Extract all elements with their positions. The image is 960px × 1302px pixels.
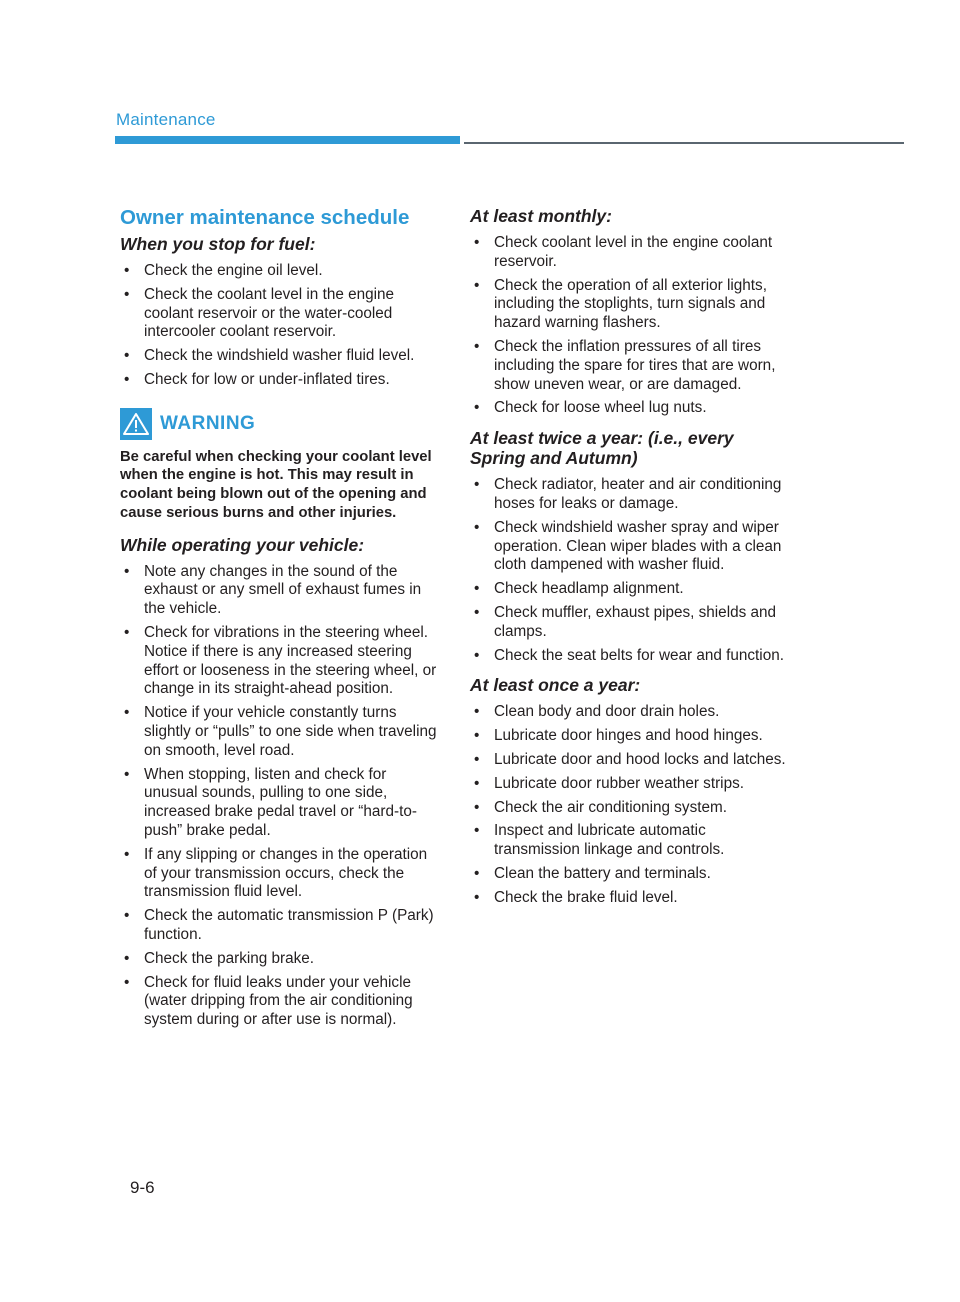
list-item: • Check the windshield washer fluid level. — [120, 347, 440, 366]
twice-heading-line1: At least twice a year: (i.e., every — [470, 428, 734, 449]
list-item: • Check the coolant level in the engine coolant reservoir or the water-cooled intercooler coolant reservoir. — [120, 286, 440, 342]
list-item: • Note any changes in the sound of the exhaust or any smell of exhaust fumes in the vehicle. — [120, 563, 440, 619]
list-item: • Check for fluid leaks under your vehicle (water dripping from the air conditioning system during or after use is normal). — [120, 974, 440, 1030]
list-item: • Lubricate door and hood locks and latches. — [470, 751, 792, 770]
header-title: Maintenance — [116, 110, 216, 129]
list-item: • Notice if your vehicle constantly turns slightly or “pulls” to one side when traveling on smooth, level road. — [120, 704, 440, 760]
list-item: • Check the parking brake. — [120, 950, 440, 969]
list-item: • Check the operation of all exterior lights, including the stoplights, turn signals and hazard warning flashers. — [470, 277, 792, 333]
list-item: • Clean body and door drain holes. — [470, 703, 792, 722]
twice-list — [470, 476, 792, 665]
page-number: 9-6 — [130, 1178, 155, 1197]
monthly-list — [470, 234, 792, 418]
list-item: • When stopping, listen and check for unusual sounds, pulling to one side, increased brake pedal travel or “hard-to-push” brake pedal. — [120, 766, 440, 841]
warning-label: WARNING — [160, 412, 256, 434]
header-rule — [464, 142, 904, 144]
yearly-heading: At least once a year: — [470, 675, 641, 696]
fuel-heading: When you stop for fuel: — [120, 234, 316, 254]
list-item: • Check the engine oil level. — [120, 262, 440, 281]
monthly-heading: At least monthly: — [470, 206, 612, 226]
list-item: • Clean the battery and terminals. — [470, 865, 792, 884]
list-item: • Check radiator, heater and air conditioning hoses for leaks or damage. — [470, 476, 792, 514]
operating-list — [120, 563, 440, 1030]
twice-heading — [470, 428, 792, 468]
warning-box — [120, 408, 440, 523]
list-item: • Lubricate door rubber weather strips. — [470, 775, 792, 794]
list-item: • If any slipping or changes in the operation of your transmission occurs, check the transmission fluid level. — [120, 846, 440, 902]
list-item: • Check for loose wheel lug nuts. — [470, 399, 792, 418]
list-item: • Check coolant level in the engine coolant reservoir. — [470, 234, 792, 272]
list-item: • Lubricate door hinges and hood hinges. — [470, 727, 792, 746]
list-item: • Check headlamp alignment. — [470, 580, 792, 599]
list-item: • Check for low or under-inflated tires. — [120, 371, 440, 390]
list-item: • Check the inflation pressures of all tires including the spare for tires that are worn, show uneven wear, or are damaged. — [470, 338, 792, 394]
section-title: Owner maintenance schedule — [120, 206, 410, 229]
twice-heading-line2: Spring and Autumn) — [470, 448, 638, 469]
list-item: • Check muffler, exhaust pipes, shields and clamps. — [470, 604, 792, 642]
warning-text: Be careful when checking your coolant level when the engine is hot. This may result in coolant being blown out of the opening and cause serious burns and other injuries. — [120, 448, 432, 521]
list-item: • Check the seat belts for wear and function. — [470, 647, 792, 666]
list-item: • Check the air conditioning system. — [470, 799, 792, 818]
list-item: • Check for vibrations in the steering wheel. Notice if there is any increased steering effort or looseness in the steering wheel, or change in its straight-ahead position. — [120, 624, 440, 699]
list-item: • Check the automatic transmission P (Park) function. — [120, 907, 440, 945]
warning-triangle-icon — [120, 408, 152, 440]
list-item: • Check windshield washer spray and wiper operation. Clean wiper blades with a clean cloth dampened with washer fluid. — [470, 519, 792, 575]
list-item: • Inspect and lubricate automatic transmission linkage and controls. — [470, 822, 792, 860]
fuel-list — [120, 262, 440, 390]
yearly-list — [470, 703, 792, 907]
header-rule-accent — [115, 136, 460, 144]
left-column — [120, 206, 440, 1040]
list-item: • Check the brake fluid level. — [470, 889, 792, 908]
right-column — [470, 206, 792, 918]
operating-heading: While operating your vehicle: — [120, 534, 365, 555]
